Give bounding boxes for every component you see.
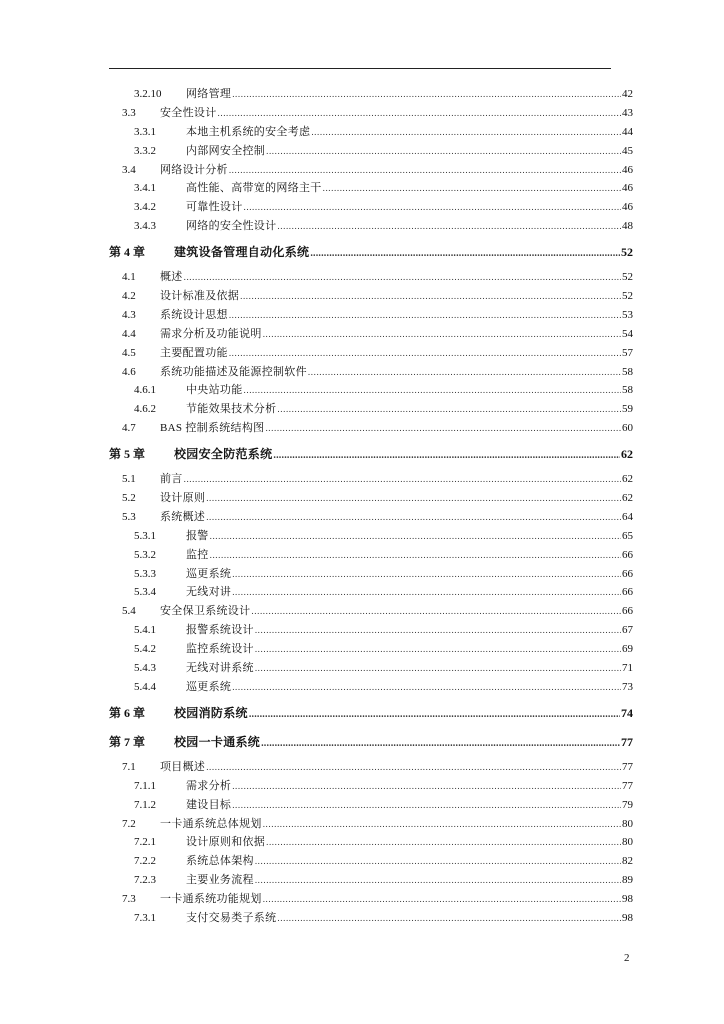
dot-leader: [265, 419, 621, 438]
toc-entry-title: 建设目标: [186, 798, 232, 811]
dot-leader: [244, 198, 622, 217]
dot-leader: [218, 104, 622, 123]
toc-entry-number: 3.3.1: [134, 125, 156, 138]
dot-leader: [206, 508, 621, 527]
toc-entry-leader-line: [186, 527, 633, 546]
toc-entry-title: 一卡通系统功能规划: [160, 893, 262, 906]
toc-entry-title: 可靠性设计: [186, 201, 243, 214]
toc-entry[interactable]: [109, 363, 633, 382]
toc-entry-leader-line: [160, 419, 633, 438]
toc-entry-title: 概述: [160, 271, 183, 284]
dot-leader: [240, 287, 621, 306]
toc-entry-leader-line: [186, 217, 633, 236]
toc-entry-page: 66: [622, 548, 633, 561]
toc-entry-page: 79: [622, 798, 633, 811]
toc-entry-leader-line: [160, 508, 633, 527]
dot-leader: [210, 527, 621, 546]
toc-entry-title: 无线对讲: [186, 586, 232, 599]
toc-entry-number: 4.4: [122, 327, 136, 340]
toc-entry[interactable]: [109, 104, 633, 123]
toc-entry-title: 高性能、高带宽的网络主干: [186, 182, 322, 195]
toc-entry[interactable]: [109, 217, 633, 236]
dot-leader: [277, 400, 621, 419]
toc-chapter-entry[interactable]: [109, 730, 633, 755]
toc-entry-title: 前言: [160, 473, 183, 486]
toc-entry[interactable]: [109, 123, 633, 142]
dot-leader: [263, 890, 621, 909]
toc-entry-number: 7.1.1: [134, 779, 156, 792]
toc-entry-number: 4.3: [122, 308, 136, 321]
toc-entry[interactable]: [109, 758, 633, 777]
toc-entry-page: 98: [622, 893, 633, 906]
toc-entry-leader-line: [174, 701, 633, 726]
toc-entry-number: 5.3.3: [134, 567, 156, 580]
toc-entry-page: 62: [621, 447, 633, 462]
toc-entry-title: 内部网安全控制: [186, 144, 266, 157]
toc-entry-title: 设计原则和依据: [186, 836, 266, 849]
toc-entry-title: 主要业务流程: [186, 874, 254, 887]
toc-entry-page: 77: [622, 760, 633, 773]
toc-entry-title: 校园安全防范系统: [174, 447, 273, 462]
toc-entry-page: 89: [622, 874, 633, 887]
dot-leader: [232, 777, 621, 796]
toc-entry[interactable]: [109, 833, 633, 852]
toc-entry-leader-line: [186, 198, 633, 217]
toc-entry-page: 80: [622, 817, 633, 830]
dot-leader: [232, 796, 621, 815]
toc-entry-page: 44: [622, 125, 633, 138]
toc-entry-title: 系统概述: [160, 510, 206, 523]
toc-entry-number: 第 4 章: [109, 245, 146, 260]
toc-entry-number: 7.1.2: [134, 798, 156, 811]
toc-entry-title: 建筑设备管理自动化系统: [174, 245, 310, 260]
toc-chapter-entry[interactable]: [109, 701, 633, 726]
toc-entry-number: 5.4.1: [134, 624, 156, 637]
toc-entry-page: 52: [622, 290, 633, 303]
toc-entry-title: 安全性设计: [160, 106, 217, 119]
toc-entry-number: 5.1: [122, 473, 136, 486]
dot-leader: [232, 583, 621, 602]
toc-entry-leader-line: [160, 489, 633, 508]
toc-entry-title: 监控: [186, 548, 209, 561]
toc-entry-title: 报警系统设计: [186, 624, 254, 637]
toc-entry-number: 3.4.3: [134, 220, 156, 233]
dot-leader: [232, 85, 621, 104]
toc-entry[interactable]: [109, 777, 633, 796]
toc-entry-leader-line: [186, 796, 633, 815]
toc-entry-page: 66: [622, 605, 633, 618]
toc-entry[interactable]: [109, 871, 633, 890]
toc-entry-leader-line: [186, 833, 633, 852]
dot-leader: [323, 179, 621, 198]
toc-entry[interactable]: [109, 198, 633, 217]
toc-entry-leader-line: [186, 179, 633, 198]
header-rule: [109, 68, 611, 69]
toc-entry-leader-line: [160, 306, 633, 325]
dot-leader: [255, 640, 621, 659]
toc-entry-title: 安全保卫系统设计: [160, 605, 251, 618]
toc-entry-page: 66: [622, 567, 633, 580]
toc-entry[interactable]: [109, 142, 633, 161]
toc-entry-number: 7.2: [122, 817, 136, 830]
toc-entry-page: 64: [622, 510, 633, 523]
toc-entry-number: 5.4: [122, 605, 136, 618]
dot-leader: [266, 142, 621, 161]
toc-entry[interactable]: [109, 527, 633, 546]
toc-entry-title: 中央站功能: [186, 384, 243, 397]
toc-entry[interactable]: [109, 287, 633, 306]
dot-leader: [255, 659, 621, 678]
toc-entry-number: 第 6 章: [109, 705, 146, 720]
page-number: 2: [624, 952, 630, 964]
dot-leader: [206, 489, 621, 508]
toc-entry-leader-line: [160, 325, 633, 344]
toc-entry[interactable]: [109, 890, 633, 909]
toc-entry-number: 4.6.1: [134, 384, 156, 397]
toc-entry[interactable]: [109, 909, 633, 928]
toc-entry-title: 巡更系统: [186, 680, 232, 693]
toc-entry-title: 网络设计分析: [160, 163, 228, 176]
dot-leader: [263, 815, 621, 834]
toc-entry-page: 53: [622, 308, 633, 321]
dot-leader: [263, 325, 621, 344]
toc-entry[interactable]: [109, 508, 633, 527]
toc-entry-title: 系统功能描述及能源控制软件: [160, 365, 307, 378]
toc-entry[interactable]: [109, 325, 633, 344]
dot-leader: [255, 871, 621, 890]
toc-entry-number: 4.1: [122, 271, 136, 284]
toc-entry-page: 65: [622, 529, 633, 542]
toc-entry[interactable]: [109, 306, 633, 325]
dot-leader: [255, 852, 621, 871]
toc-entry-number: 4.6: [122, 365, 136, 378]
toc-entry-leader-line: [174, 442, 633, 467]
toc-entry-leader-line: [186, 142, 633, 161]
toc-entry-number: 5.4.3: [134, 662, 156, 675]
toc-chapter-entry[interactable]: [109, 240, 633, 265]
dot-leader: [310, 241, 620, 265]
toc-entry-title: 项目概述: [160, 760, 206, 773]
toc-entry-title: 系统总体架构: [186, 855, 254, 868]
toc-entry-leader-line: [174, 240, 633, 265]
toc-entry-title: 支付交易类子系统: [186, 911, 277, 924]
toc-entry-number: 5.2: [122, 492, 136, 505]
toc-entry-title: 主要配置功能: [160, 346, 228, 359]
dot-leader: [206, 758, 621, 777]
toc-entry[interactable]: [109, 640, 633, 659]
toc-entry-title: 网络的安全性设计: [186, 220, 277, 233]
toc-entry-title: 校园一卡通系统: [174, 734, 261, 749]
dot-leader: [273, 443, 620, 467]
toc-entry-number: 3.2.10: [134, 88, 162, 100]
toc-entry-number: 7.3.1: [134, 911, 156, 924]
toc-entry-number: 3.4.2: [134, 201, 156, 214]
dot-leader: [277, 217, 621, 236]
toc-entry-leader-line: [186, 640, 633, 659]
dot-leader: [229, 161, 621, 180]
toc-entry-leader-line: [160, 758, 633, 777]
toc-entry-number: 3.4.1: [134, 182, 156, 195]
toc-entry-page: 58: [622, 365, 633, 378]
toc-entry-leader-line: [186, 381, 633, 400]
toc-entry-leader-line: [186, 123, 633, 142]
dot-leader: [251, 602, 621, 621]
dot-leader: [255, 621, 621, 640]
toc-entry-title: 需求分析及功能说明: [160, 327, 262, 340]
toc-entry[interactable]: [109, 815, 633, 834]
toc-entry-page: 46: [622, 201, 633, 214]
toc-entry-number: 4.5: [122, 346, 136, 359]
table-of-contents: [109, 85, 633, 928]
toc-entry-number: 7.2.3: [134, 874, 156, 887]
toc-entry-leader-line: [186, 909, 633, 928]
toc-entry-leader-line: [160, 890, 633, 909]
toc-entry-page: 42: [622, 88, 633, 100]
toc-entry-page: 66: [622, 586, 633, 599]
dot-leader: [229, 344, 621, 363]
toc-entry-page: 67: [622, 624, 633, 637]
dot-leader: [184, 268, 621, 287]
toc-entry-leader-line: [186, 583, 633, 602]
toc-entry-page: 54: [622, 327, 633, 340]
toc-entry[interactable]: [109, 852, 633, 871]
toc-entry-page: 59: [622, 403, 633, 416]
toc-entry-page: 74: [621, 705, 633, 720]
toc-entry-number: 5.4.2: [134, 643, 156, 656]
toc-entry-title: 一卡通系统总体规划: [160, 817, 262, 830]
toc-entry-leader-line: [186, 871, 633, 890]
toc-entry[interactable]: [109, 381, 633, 400]
dot-leader: [210, 546, 621, 565]
toc-entry-number: 3.4: [122, 163, 136, 176]
dot-leader: [232, 565, 621, 584]
toc-entry-leader-line: [186, 852, 633, 871]
toc-entry-page: 48: [622, 220, 633, 233]
toc-entry-page: 82: [622, 855, 633, 868]
toc-entry[interactable]: [109, 179, 633, 198]
toc-entry-number: 5.3.1: [134, 529, 156, 542]
toc-entry-number: 7.2.1: [134, 836, 156, 849]
toc-entry-leader-line: [160, 363, 633, 382]
toc-entry-title: 无线对讲系统: [186, 662, 254, 675]
toc-entry-leader-line: [186, 546, 633, 565]
toc-entry[interactable]: [109, 470, 633, 489]
toc-entry-title: 本地主机系统的安全考虑: [186, 125, 311, 138]
toc-entry-page: 52: [621, 245, 633, 260]
toc-entry-page: 77: [622, 779, 633, 792]
toc-entry-page: 69: [622, 643, 633, 656]
toc-entry-leader-line: [186, 400, 633, 419]
toc-entry-title: 设计标准及依据: [160, 290, 240, 303]
toc-entry-number: 3.3.2: [134, 144, 156, 157]
toc-entry-title: 网络管理: [186, 88, 232, 100]
toc-entry-number: 3.3: [122, 106, 136, 119]
toc-entry-title: 节能效果技术分析: [186, 403, 277, 416]
toc-entry[interactable]: [109, 796, 633, 815]
toc-entry-leader-line: [186, 565, 633, 584]
toc-entry-leader-line: [160, 602, 633, 621]
toc-entry[interactable]: [109, 546, 633, 565]
toc-entry[interactable]: [109, 489, 633, 508]
toc-chapter-entry[interactable]: [109, 442, 633, 467]
toc-entry-page: 46: [622, 163, 633, 176]
toc-entry-title: 校园消防系统: [174, 705, 248, 720]
toc-entry-page: 46: [622, 182, 633, 195]
toc-entry-number: 第 5 章: [109, 447, 146, 462]
toc-entry-leader-line: [160, 470, 633, 489]
toc-entry[interactable]: [109, 161, 633, 180]
dot-leader: [277, 909, 621, 928]
toc-entry-leader-line: [186, 621, 633, 640]
toc-entry[interactable]: [109, 602, 633, 621]
dot-leader: [244, 381, 622, 400]
toc-entry-leader-line: [160, 161, 633, 180]
toc-entry-number: 4.2: [122, 290, 136, 303]
toc-entry-title: 系统设计思想: [160, 308, 228, 321]
toc-entry-number: 5.3.2: [134, 548, 156, 561]
toc-entry-page: 98: [622, 911, 633, 924]
toc-entry-number: 7.3: [122, 893, 136, 906]
toc-entry-leader-line: [160, 815, 633, 834]
toc-entry-page: 73: [622, 680, 633, 693]
dot-leader: [232, 678, 621, 697]
toc-entry-page: 71: [622, 662, 633, 675]
toc-entry-number: 第 7 章: [109, 734, 146, 749]
toc-entry-leader-line: [160, 268, 633, 287]
toc-entry-title: 需求分析: [186, 779, 232, 792]
toc-entry-page: 62: [622, 473, 633, 486]
toc-entry-page: 45: [622, 144, 633, 157]
toc-entry-page: 77: [621, 734, 633, 749]
toc-entry-number: 4.7: [122, 422, 136, 435]
toc-entry-title: BAS 控制系统结构图: [160, 422, 265, 435]
toc-entry-title: 监控系统设计: [186, 643, 254, 656]
toc-entry-number: 7.1: [122, 760, 136, 773]
toc-entry-number: 5.4.4: [134, 680, 156, 693]
toc-entry-page: 43: [622, 106, 633, 119]
dot-leader: [311, 123, 621, 142]
toc-entry[interactable]: [109, 621, 633, 640]
toc-entry-leader-line: [186, 678, 633, 697]
toc-entry[interactable]: [109, 419, 633, 438]
toc-entry-leader-line: [186, 659, 633, 678]
toc-entry-leader-line: [174, 730, 633, 755]
dot-leader: [261, 731, 620, 755]
toc-entry-page: 80: [622, 836, 633, 849]
toc-entry-page: 58: [622, 384, 633, 397]
toc-entry[interactable]: [109, 678, 633, 697]
toc-entry-leader-line: [160, 344, 633, 363]
dot-leader: [229, 306, 621, 325]
toc-entry-title: 报警: [186, 529, 209, 542]
toc-entry[interactable]: [109, 583, 633, 602]
toc-entry[interactable]: [109, 400, 633, 419]
toc-entry[interactable]: [109, 344, 633, 363]
toc-entry-page: 57: [622, 346, 633, 359]
toc-entry-page: 52: [622, 271, 633, 284]
toc-entry-leader-line: [186, 85, 633, 104]
toc-entry[interactable]: [109, 268, 633, 287]
toc-entry-leader-line: [160, 104, 633, 123]
toc-entry-leader-line: [186, 777, 633, 796]
dot-leader: [184, 470, 621, 489]
toc-entry-number: 4.6.2: [134, 403, 156, 416]
toc-entry-leader-line: [160, 287, 633, 306]
toc-entry-number: 7.2.2: [134, 855, 156, 868]
toc-entry[interactable]: [109, 85, 633, 104]
toc-entry[interactable]: [109, 659, 633, 678]
toc-entry-number: 5.3: [122, 510, 136, 523]
dot-leader: [249, 702, 620, 726]
toc-entry-title: 设计原则: [160, 492, 206, 505]
toc-entry-number: 5.3.4: [134, 586, 156, 599]
dot-leader: [266, 833, 621, 852]
dot-leader: [308, 363, 621, 382]
toc-entry[interactable]: [109, 565, 633, 584]
toc-entry-page: 62: [622, 492, 633, 505]
toc-entry-page: 60: [622, 422, 633, 435]
toc-entry-title: 巡更系统: [186, 567, 232, 580]
